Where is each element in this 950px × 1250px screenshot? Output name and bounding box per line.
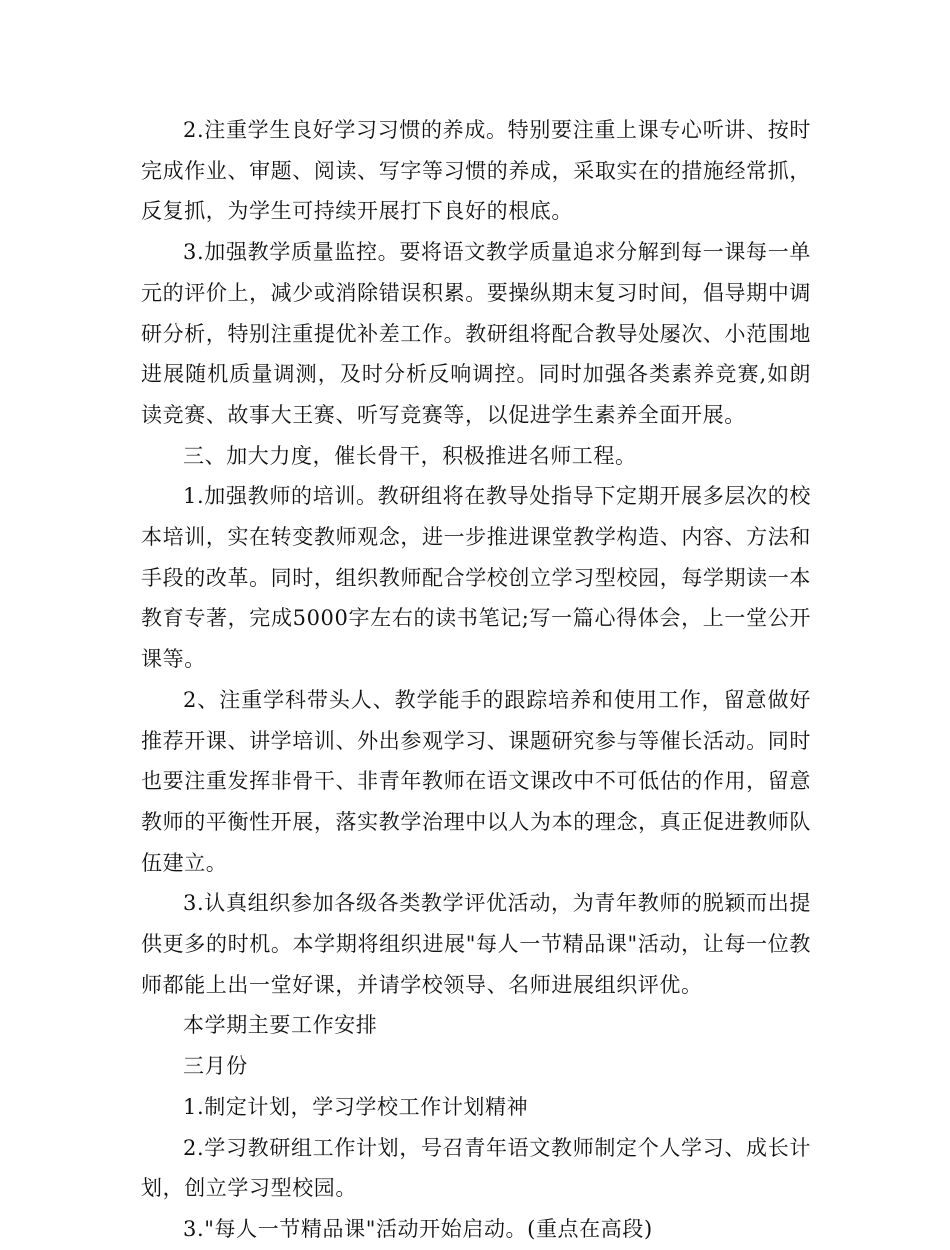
month-heading: 三月份 xyxy=(183,1054,248,1079)
paragraph: 1.加强教师的培训。教研组将在教导处指导下定期开展多层次的校本培训，实在转变教师观念，进一步推进课堂教学构造、内容、方法和手段的改革。同时，组织教师配合学校创立学习型校园，每学期读一本教育专著，完成5000字左右的读书笔记;写一篇心得体会，上一堂公开课等。 xyxy=(141,484,811,672)
paragraph: 3.加强教学质量监控。要将语文教学质量追求分解到每一课每一单元的评价上，减少或消除错误积累。要操纵期末复习时间，倡导期中调研分析，特别注重提优补差工作。教研组将配合教导处屡次、小范围地进展随机质量调测，及时分析反响调控。同时加强各类素养竞赛,如朗读竞赛、故事大王赛、听写竞赛等，以促进学生素养全面开展。 xyxy=(141,240,811,427)
paragraph: 2、注重学科带头人、教学能手的跟踪培养和使用工作，留意做好推荐开课、讲学培训、外出参观学习、课题研究参与等催长活动。同时也要注重发挥非骨干、非青年教师在语文课改中不可低估的作用，留意教师的平衡性开展，落实教学治理中以人为本的理念，真正促进教师队伍建立。 xyxy=(141,687,811,875)
list-item: 2.学习教研组工作计划，号召青年语文教师制定个人学习、成长计划，创立学习型校园。 xyxy=(141,1135,811,1201)
list-item: 3."每人一节精品课"活动开始启动。(重点在高段) xyxy=(183,1216,653,1241)
list-item: 1.制定计划，学习学校工作计划精神 xyxy=(183,1094,529,1119)
paragraph: 2.注重学生良好学习习惯的养成。特别要注重上课专心听讲、按时完成作业、审题、阅读、写字等习惯的养成，采取实在的措施经常抓，反复抓，为学生可持续开展打下良好的根底。 xyxy=(141,118,811,224)
section-heading: 三、加大力度，催长骨干，积极推进名师工程。 xyxy=(183,443,637,468)
paragraph: 3.认真组织参加各级各类教学评优活动，为青年教师的脱颖而出提供更多的时机。本学期将组织进展"每人一节精品课"活动，让每一位教师都能上出一堂好课，并请学校领导、名师进展组织评优。 xyxy=(141,891,811,997)
document-body xyxy=(141,110,811,1250)
section-heading: 本学期主要工作安排 xyxy=(183,1013,378,1038)
